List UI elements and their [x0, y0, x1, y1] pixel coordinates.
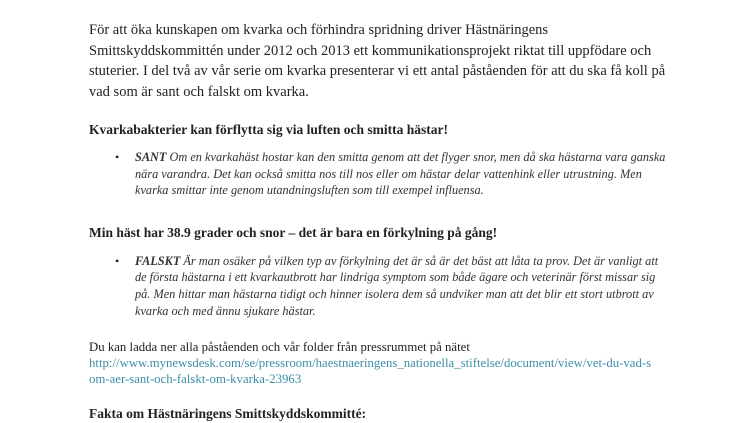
facts-heading: Fakta om Hästnäringens Smittskyddskommitté: — [89, 406, 367, 422]
bullet-icon: • — [115, 253, 120, 268]
download-text: Du kan ladda ner alla påståenden och vår folder från pressrummet på nätet — [89, 340, 470, 355]
claim-answer-text-2: Är man osäker på vilken typ av förkylning det är så är det bäst att låta ta prov. Det är vanligt att de första hästarna i ett kvarkautbrott har lindriga symptom som både ägare och veterinär först missar sig på. Men hittar man hästarna tidigt och hinner isolera dem så undviker man att det blir ett stort utbrott av kvarka och med ännu sjukare hästar. — [135, 253, 659, 318]
claim-answer-text-1: Om en kvarkahäst hostar kan den smitta genom att det flyger snor, men då ska hästarna vara ganska nära varandra. Det kan också smitta nos till nos eller om hästar delar vattenhink eller utrustning. Men kvarka smittar inte genom utandningsluften som till exempel influensa. — [135, 150, 666, 198]
pressroom-link[interactable]: http://www.mynewsdesk.com/se/pressroom/haestnaeringens_nationella_stiftelse/document/view/vet-du-vad-som-aer-sant-och-falskt-om-kvarka-23963 — [89, 356, 652, 387]
claim-heading-2: Min häst har 38.9 grader och snor – det är bara en förkylning på gång! — [89, 224, 498, 240]
intro-paragraph: För att öka kunskapen om kvarka och förhindra spridning driver Hästnäringens Smittskyddskommittén under 2012 och 2013 ett kommunikationsprojekt riktat till uppfödare och stuterier. I del två av vår serie om kvarka presenterar vi ett antal påståenden för att du ska få koll på vad som är sant och falskt om kvarka. — [89, 22, 666, 100]
document-page — [89, 20, 669, 423]
bullet-icon: • — [115, 150, 120, 164]
claim-heading-1: Kvarkabakterier kan förflytta sig via luften och smitta hästar! — [89, 122, 448, 137]
verdict-true: SANT — [135, 150, 167, 164]
claim-answer-1 — [89, 149, 669, 199]
claim-answer-2 — [89, 253, 669, 319]
verdict-false: FALSKT — [135, 253, 181, 268]
